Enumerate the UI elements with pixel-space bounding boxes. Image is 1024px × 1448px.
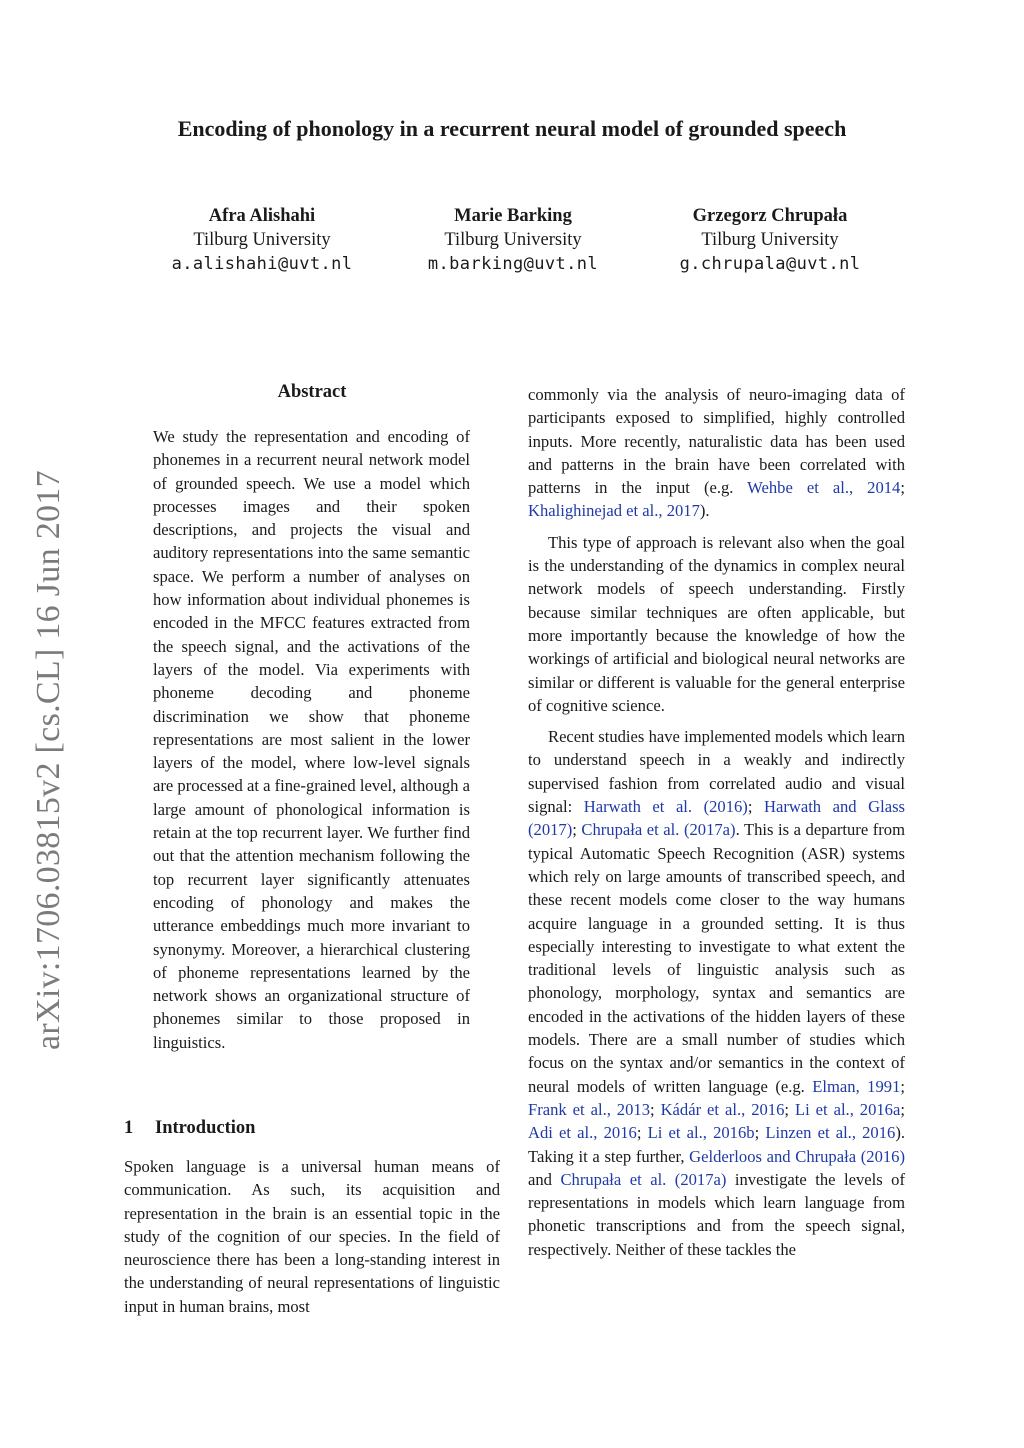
right-column [528, 383, 905, 1261]
paragraph: This type of approach is relevant also when the goal is the understanding of the dynamics in complex neural network models of speech understanding. Firstly because similar techniques are often applicable, but more importantly because the knowledge of how the workings of artificial and biological neural networks are similar or different is valuable for the general enterprise of cognitive science. [528, 532, 905, 715]
citation-link[interactable]: Frank et al., 2013 [528, 1099, 650, 1119]
citation-link[interactable]: Elman, 1991 [812, 1076, 901, 1096]
text-run: ). Taking it a step further, [528, 1123, 906, 1166]
text-run: Recent studies have implemented models which learn to understand speech in a weakly and indirectly supervised fashion from correlated audio and visual signal: [528, 727, 905, 817]
citation-link[interactable]: Kádár et al., 2016 [660, 1099, 785, 1119]
author-email: g.chrupala@uvt.nl [679, 254, 861, 274]
author-name: Marie Barking [454, 206, 572, 226]
citation-link[interactable]: Wehbe et al., 2014 [747, 478, 901, 498]
text-run: and [528, 1169, 552, 1189]
text-run: investigate the levels of representations in models which learn language from phonetic transcriptions and from the speech signal, respectively. Neither of these tackles the [528, 1169, 905, 1259]
citation-link[interactable]: Li et al., 2016b [647, 1123, 755, 1143]
text-run: ; [900, 1099, 905, 1119]
text-run: ). [699, 501, 710, 521]
citation-link[interactable]: Chrupała et al. (2017a) [581, 820, 736, 840]
paper-title: Encoding of phonology in a recurrent neural model of grounded speech [177, 116, 847, 141]
author-name: Afra Alishahi [208, 206, 316, 226]
citation-link[interactable]: Khalighinejad et al., 2017 [528, 501, 700, 521]
paragraph [528, 725, 905, 1261]
citation-link[interactable]: Linzen et al., 2016 [765, 1123, 896, 1143]
text-run: ; [747, 797, 764, 817]
author-name: Grzegorz Chrupała [692, 206, 848, 226]
text-run: ; [650, 1099, 661, 1119]
introduction-body [124, 1155, 500, 1318]
arxiv-identifier: arXiv:1706.03815v2 [cs.CL] 16 Jun 2017 [30, 470, 67, 1050]
section-heading [124, 1118, 255, 1139]
citation-link[interactable]: Gelderloos and Chrupała (2016) [689, 1146, 905, 1166]
abstract-body [153, 425, 470, 1054]
author-affiliation: Tilburg University [193, 230, 331, 250]
section-title: Introduction [155, 1118, 256, 1138]
author-block [393, 204, 633, 276]
abstract-text: We study the representation and encoding of phonemes in a recurrent neural network model of grounded speech. We use a model which processes images and their spoken descriptions, and projects the visual and auditory representations into the same semantic space. We perform a number of analyses on how information about individual phonemes is encoded in the MFCC features extracted from the speech signal, and the activations of the layers of the model. Via experiments with phoneme decoding and phoneme discrimination we show that phoneme representations are most salient in the lower layers of the model, where low-level signals are processed at a fine-grained level, although a large amount of phonological information is retain at the top recurrent layer. We further find out that the attention mechanism following the top recurrent layer significantly attenuates encoding of phonology and makes the utterance embeddings much more invariant to synonymy. Moreover, a hierarchical clustering of phoneme representations learned by the network shows an organizational structure of phonemes similar to those proposed in linguistics. [153, 427, 470, 1052]
text-run: ; [754, 1123, 766, 1143]
citation-link[interactable]: Li et al., 2016a [794, 1099, 901, 1119]
author-affiliation: Tilburg University [701, 230, 839, 250]
text-run: ; [636, 1123, 648, 1143]
text-run: ; [784, 1099, 795, 1119]
text-run: ; [572, 820, 582, 840]
author-block [650, 204, 890, 276]
citation-link[interactable]: Adi et al., 2016 [528, 1123, 637, 1143]
section-number: 1 [124, 1118, 134, 1138]
paragraph [528, 383, 905, 523]
text-run: ; [900, 478, 905, 498]
abstract-heading: Abstract [277, 382, 347, 402]
text-run: . This is a departure from typical Automatic Speech Recognition (ASR) systems which rely on large amounts of transcribed speech, and these recent models come closer to the way humans acquire language in a grounded setting. It is thus especially interesting to investigate to what extent the traditional levels of linguistic analysis such as phonology, morphology, syntax and semantics are encoded in the activations of the hidden layers of these models. There are a small number of studies which focus on the syntax and/or semantics in the context of neural models of written language (e.g. [528, 820, 905, 1096]
author-block [142, 204, 382, 276]
author-email: m.barking@uvt.nl [427, 254, 599, 274]
paragraph: Spoken language is a universal human means of communication. As such, its acquisition and representation in the brain is an essential topic in the study of the cognition of our species. In the field of neuroscience there has been a long-standing interest in the understanding of neural representations of linguistic input in human brains, most [124, 1157, 500, 1316]
text-run: ; [900, 1076, 905, 1096]
text-run: commonly via the analysis of neuro-imaging data of participants exposed to simplified, highly controlled inputs. More recently, naturalistic data has been used and patterns in the brain have been correlated with patterns in the input (e.g. [528, 385, 905, 498]
citation-link[interactable]: Chrupała et al. (2017a) [560, 1169, 727, 1189]
citation-link[interactable]: Harwath et al. (2016) [583, 797, 748, 817]
author-email: a.alishahi@uvt.nl [171, 254, 353, 274]
citation-link[interactable]: Harwath and Glass (2017) [528, 797, 905, 840]
author-affiliation: Tilburg University [444, 230, 582, 250]
